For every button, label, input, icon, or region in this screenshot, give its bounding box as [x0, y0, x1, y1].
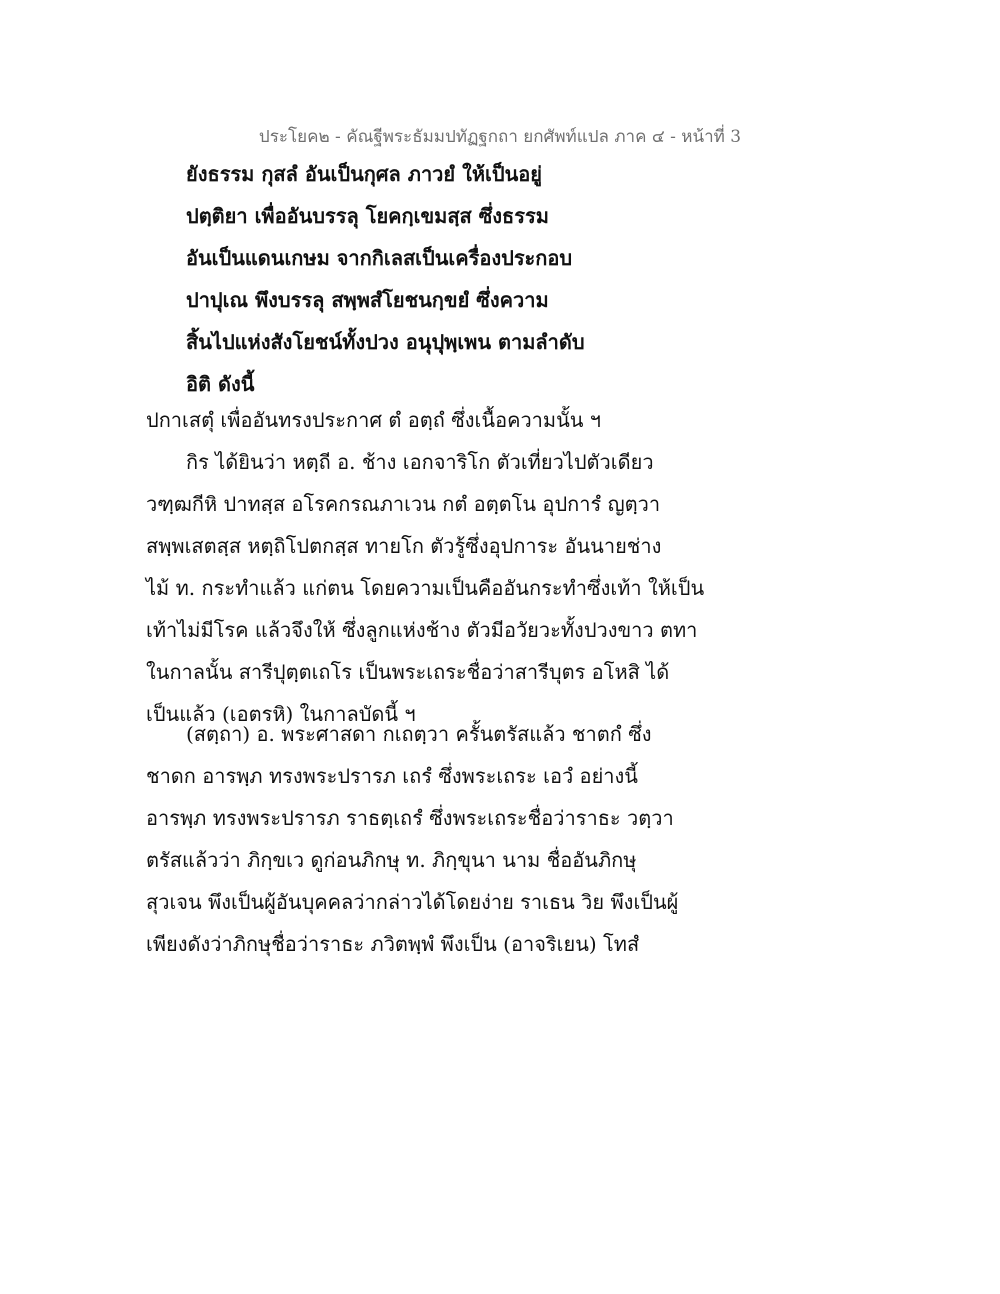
verse-line: สิ้นไปแห่งสังโยชน์ทั้งปวง อนุปุพฺเพน ตามลำดับ — [186, 330, 585, 354]
paragraph-1 — [146, 404, 846, 740]
verse-block — [186, 158, 746, 410]
verse-line: ยังธรรม กุสลํ อันเป็นกุศล ภาวยํ ให้เป็นอยู่ — [186, 162, 542, 186]
body-line: วฑฺฒกีหิ ปาทสฺส อโรคกรณภาเวน กตํ อตฺตโน อุปการํ ญตฺวา — [146, 492, 661, 516]
verse-line: ปตฺติยา เพื่ออันบรรลุ โยคกฺเขมสฺส ซึ่งธรรม — [186, 204, 549, 228]
body-line: อารพฺภ ทรงพระปรารภ ราธตฺเถรํ ซึ่งพระเถระชื่อว่าราธะ วตฺวา — [146, 806, 674, 830]
body-line: เป็นแล้ว (เอตรหิ) ในกาลบัดนี้ ฯ — [146, 702, 416, 726]
body-line: ในกาลนั้น สารีปุตฺตเถโร เป็นพระเถระชื่อว่าสารีบุตร อโหสิ ได้ — [146, 660, 670, 684]
verse-line: อิติ ดังนี้ — [186, 372, 255, 396]
verse-line: อันเป็นแดนเกษม จากกิเลสเป็นเครื่องประกอบ — [186, 246, 573, 270]
body-line: (สตฺถา) อ. พระศาสดา กเถตฺวา ครั้นตรัสแล้ว ชาตกํ ซึ่ง — [186, 722, 652, 746]
body-line: ตรัสแล้วว่า ภิกฺขเว ดูก่อนภิกษุ ท. ภิกฺขุนา นาม ชื่ออันภิกษุ — [146, 848, 637, 872]
body-line: เท้าไม่มีโรค แล้วจึงให้ ซึ่งลูกแห่งช้าง ตัวมีอวัยวะทั้งปวงขาว ตทา — [146, 618, 698, 642]
body-line: สุวเจน พึงเป็นผู้อันบุคคลว่ากล่าวได้โดยง่าย ราเธน วิย พึงเป็นผู้ — [146, 890, 679, 914]
body-line: ชาดก อารพฺภ ทรงพระปรารภ เถรํ ซึ่งพระเถระ เอวํ อย่างนี้ — [146, 764, 638, 788]
body-line: กิร ได้ยินว่า หตฺถี อ. ช้าง เอกจาริโก ตัวเที่ยวไปตัวเดียว — [186, 450, 654, 474]
body-line: ปกาเสตุํ เพื่ออันทรงประกาศ ตํ อตฺถํ ซึ่งเนื้อความนั้น ฯ — [146, 408, 602, 432]
paragraph-2 — [146, 718, 846, 970]
verse-line: ปาปุเณ พึงบรรลุ สพฺพสํโยชนกฺขยํ ซึ่งความ — [186, 288, 549, 312]
page-header: ประโยค๒ - คัณฐีพระธัมมปทัฏฐกถา ยกศัพท์แปล ภาค ๔ - หน้าที่ 3 — [258, 127, 742, 147]
body-line: สพฺพเสตสฺส หตฺถิโปตกสฺส ทายโก ตัวรู้ซึ่งอุปการะ อันนายช่าง — [146, 534, 662, 558]
body-line: ไม้ ท. กระทำแล้ว แก่ตน โดยความเป็นคืออันกระทำซึ่งเท้า ให้เป็น — [146, 576, 705, 600]
body-line: เพียงดังว่าภิกษุชื่อว่าราธะ ภวิตพฺพํ พึงเป็น (อาจริเยน) โทสํ — [146, 932, 640, 956]
